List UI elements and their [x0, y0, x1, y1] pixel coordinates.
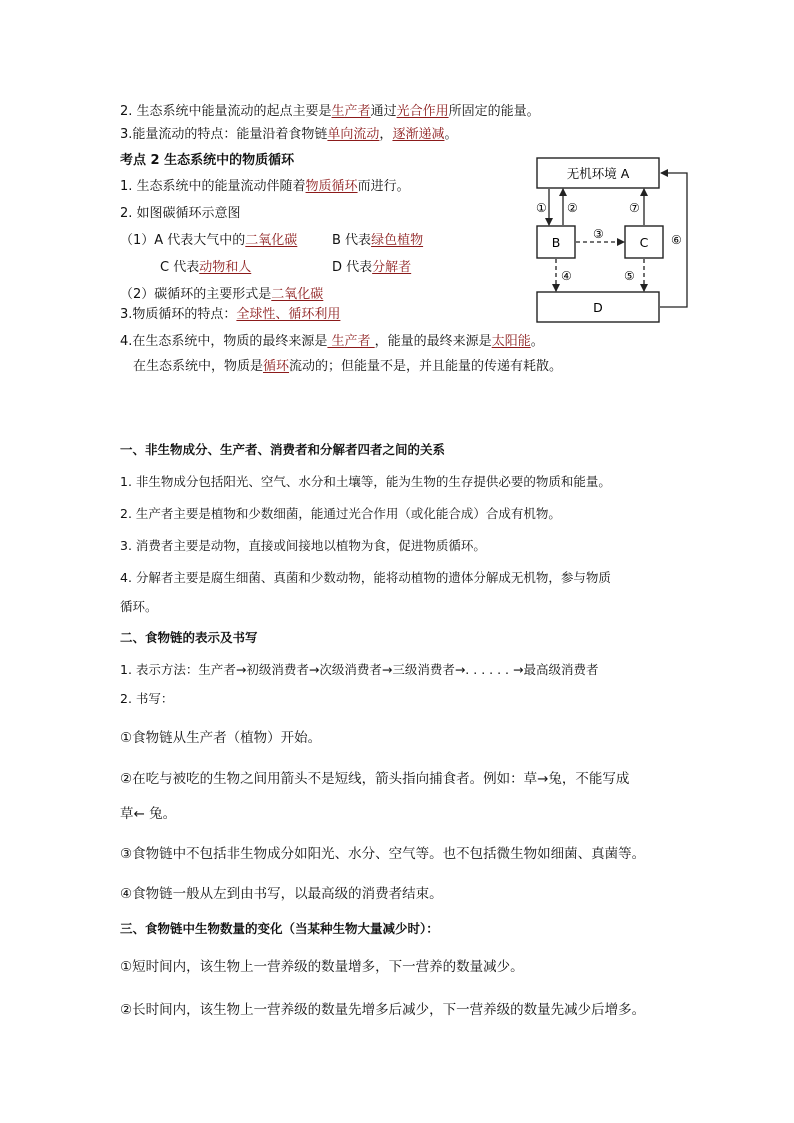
heading-population-change: 三、食物链中生物数量的变化（当某种生物大量减少时）： [120, 921, 439, 936]
answer-cycle: 循环 [263, 359, 290, 374]
label-2: ② [567, 201, 578, 215]
answer-solar-energy: 太阳能 [491, 334, 531, 349]
section-heading-material-cycle: 考点 2 生态系统中的物质循环 [120, 153, 295, 168]
ultimate-source-line: 4.在生态系统中，物质的最终来源是 生产者 ，能量的最终来源是太阳能。 [120, 334, 544, 349]
answer-green-plants: 绿色植物 [371, 233, 424, 248]
material-cycle-features-line: 3.物质循环的特点：全球性、循环利用 [120, 307, 341, 322]
label-6: ⑥ [671, 233, 682, 247]
carbon-cycle-caption: 2. 如图碳循环示意图 [120, 206, 241, 221]
heading-relationship: 一、非生物成分、生产者、消费者和分解者四者之间的关系 [120, 442, 446, 457]
change-long-term: ②长时间内，该生物上一营养级的数量先增多后减少，下一营养级的数量先减少后增多。 [120, 1002, 646, 1018]
rule-2-cont: 草← 兔。 [120, 806, 177, 822]
para-abiotic: 1. 非生物成分包括阳光、空气、水分和土壤等，能为生物的生存提供必要的物质和能量。 [120, 474, 611, 489]
label-5: ⑤ [624, 269, 635, 283]
change-short-term: ①短时间内，该生物上一营养级的数量增多，下一营养的数量减少。 [120, 959, 524, 975]
carbon-cycle-form-line: （2）碳循环的主要形式是二氧化碳 [120, 287, 324, 302]
label-3: ③ [593, 227, 604, 241]
rule-2: ②在吃与被吃的生物之间用箭头不是短线，箭头指向捕食者。例如：草→兔，不能写成 [120, 771, 630, 787]
box-d-label: D [593, 300, 603, 315]
rule-3: ③食物链中不包括非生物成分如阳光、水分、空气等。也不包括微生物如细菌、真菌等。 [120, 846, 646, 862]
carbon-cycle-diagram [527, 152, 695, 326]
para-producers: 2. 生产者主要是植物和少数细菌，能通过光合作用（或化能合成）合成有机物。 [120, 506, 561, 521]
answer-photosynthesis: 光合作用 [396, 104, 449, 119]
answer-one-way: 单向流动 [327, 127, 380, 142]
para-decomposers: 4. 分解者主要是腐生细菌、真菌和少数动物，能将动植物的遗体分解成无机物，参与物质 [120, 570, 611, 585]
carbon-cycle-line-2: C 代表动物和人 [160, 260, 252, 275]
energy-flow-origin-line: 2. 生态系统中能量流动的起点主要是生产者通过光合作用所固定的能量。 [120, 104, 540, 119]
para-writing: 2. 书写： [120, 691, 174, 706]
rule-1: ①食物链从生产者（植物）开始。 [120, 730, 322, 746]
para-decomposers-cont: 循环。 [120, 599, 158, 614]
rule-4: ④食物链一般从左到由书写，以最高级的消费者结束。 [120, 886, 443, 902]
answer-producer: 生产者 [331, 104, 371, 119]
box-a-label: 无机环境 A [566, 166, 630, 181]
answer-co2-a: 二氧化碳 [245, 233, 298, 248]
answer-producer-source: 生产者 [327, 334, 375, 349]
heading-food-chain: 二、食物链的表示及书写 [120, 630, 258, 645]
answer-co2-form: 二氧化碳 [271, 287, 324, 302]
material-cycle-line-1: 1. 生态系统中的能量流动伴随着物质循环而进行。 [120, 179, 410, 194]
answer-decreasing: 逐渐递减 [392, 127, 445, 142]
carbon-cycle-line-2b: D 代表分解者 [332, 260, 412, 275]
answer-global-recycle: 全球性、循环利用 [236, 307, 341, 322]
cycle-vs-energy-line: 在生态系统中，物质是循环流动的；但能量不是，并且能量的传递有耗散。 [133, 359, 563, 374]
answer-material-cycle: 物质循环 [305, 179, 358, 194]
para-representation: 1. 表示方法：生产者→初级消费者→次级消费者→三级消费者→. . . . . . →最高级消费者 [120, 662, 599, 677]
para-consumers: 3. 消费者主要是动物，直接或间接地以植物为食，促进物质循环。 [120, 538, 486, 553]
carbon-cycle-line-1: （1）A 代表大气中的二氧化碳 [120, 233, 298, 248]
answer-decomposers: 分解者 [372, 260, 412, 275]
carbon-cycle-line-1b: B 代表绿色植物 [332, 233, 424, 248]
label-7: ⑦ [629, 201, 640, 215]
label-1: ① [536, 201, 547, 215]
label-4: ④ [561, 269, 572, 283]
energy-flow-features-line: 3.能量流动的特点：能量沿着食物链单向流动，逐渐递减。 [120, 127, 458, 142]
answer-animals-humans: 动物和人 [199, 260, 252, 275]
box-b-label: B [551, 235, 561, 250]
box-c-label: C [639, 235, 649, 250]
